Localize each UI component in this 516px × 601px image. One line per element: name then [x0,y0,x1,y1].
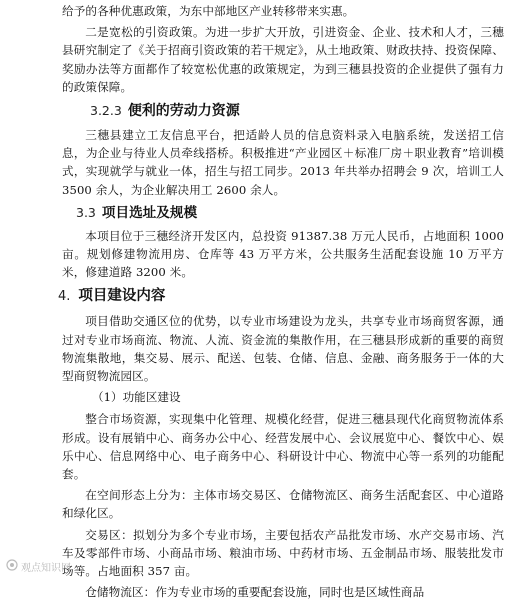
paragraph-spatial-layout: 在空间形态上分为：主体市场交易区、仓储物流区、商务生活配套区、中心道路和绿化区。 [62,488,504,521]
paragraph-warehouse-zone: 仓储物流区：作为专业市场的重要配套设施，同时也是区域性商品 [85,585,425,600]
paragraph-market-integration: 整合市场资源，实现集中化管理、规模化经营，促进三穗县现代化商贸物流体系形成。设有展销中心、商务办公中心、经营发展中心、会议展览中心、餐饮中心、娱乐中心、信息网络中心、电子商务中心、科研设计中心、物流中心等一系列的功能配套。 [62,412,504,482]
section-title: 项目选址及规模 [101,204,198,221]
paragraph-policy-benefit: 给予的各种优惠政策，为东中部地区产业转移带来实惠。 [62,4,355,18]
section-title: 便利的劳动力资源 [127,103,240,120]
section-number: 3.3 [76,204,96,220]
section-title: 项目建设内容 [78,288,166,305]
sub-heading-functional-zones: （1）功能区建设 [92,390,181,405]
section-heading-4 [58,285,504,308]
section-number: 3.2.3 [90,103,122,119]
paragraph-construction-intro: 项目借助交通区位的优势，以专业市场建设为龙头，共享专业市场商贸客源，通过对专业市场商流、物流、人流、资金流的集散作用，在三穗县形成新的重要的商贸物流集散地，集交易、展示、配送、包装、仓储、信息、金融、商务服务于一体的大型商贸物流园区。 [62,314,504,384]
watermark-logo-icon [6,559,18,574]
section-number: 4. [58,289,71,305]
watermark [6,559,71,574]
watermark-text: 观点知识网 [21,563,71,574]
paragraph-trading-zone: 交易区：拟划分为多个专业市场，主要包括农产品批发市场、水产交易市场、汽车及零部件市场、小商品市场、粮油市场、中药材市场、五金制品市场、服装批发市场等。占地面积 357 亩。 [62,527,504,579]
paragraph-investment-policy: 二是宽松的引资政策。为进一步扩大开放，引进资金、企业、技术和人才，三穗县研究制定了《关于招商引资政策的若干规定》，从土地政策、财政扶持、投资保障、奖励办法等方面都作了较宽松优惠的政策规定，为到三穗县投资的企业提供了强有力的政策保障。 [62,25,504,94]
section-heading-3-3 [62,202,504,224]
paragraph-site-scale: 本项目位于三穗经济开发区内，总投资 91387.38 万元人民币，占地面积 1000 亩。规划修建物流用房、仓库等 43 万平方米，公共服务生活配套设施 10 万平方米，修建道路 3200 米。 [62,228,504,280]
section-heading-3-2-3 [62,100,504,122]
paragraph-labor-resources: 三穗县建立工友信息平台，把适龄人员的信息资料录入电脑系统，发送招工信息，为企业与待业人员牵线搭桥。积极推进“产业园区＋标准厂房＋职业教育”培训模式，实现就学与就业一体，招生与招工同步。2013 年共举办招聘会 9 次，培训工人 3500 余人，为企业解决用工 2600 余人。 [62,128,504,197]
